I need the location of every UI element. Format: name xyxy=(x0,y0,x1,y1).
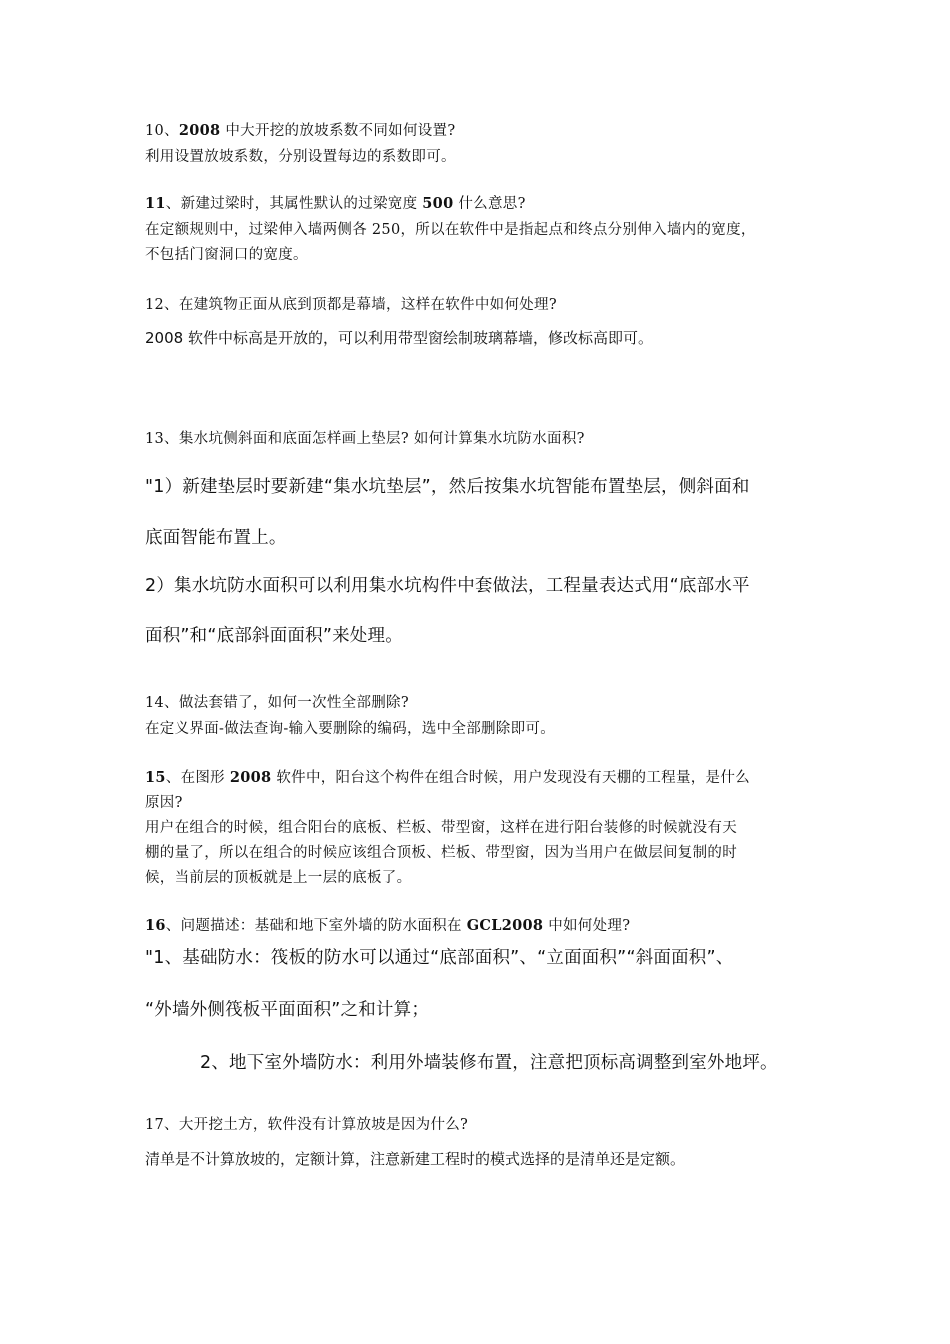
answer-12: 2008 软件中标高是开放的，可以利用带型窗绘制玻璃幕墙，修改标高即可。 xyxy=(145,329,653,347)
question-text: 什么意思? xyxy=(453,196,526,212)
question-number: 10 xyxy=(145,123,165,139)
answer-17: 清单是不计算放坡的，定额计算，注意新建工程时的模式选择的是清单还是定额。 xyxy=(145,1150,686,1168)
question-text: 、问题描述：基础和地下室外墙的防水面积在 xyxy=(165,918,467,934)
question-text: 、在图形 xyxy=(165,770,230,786)
answer-11-line-2: 不包括门窗洞口的宽度。 xyxy=(145,247,308,263)
question-text: 中大开挖的放坡系数不同如何设置? xyxy=(220,123,456,139)
answer-16-line-3: 2、地下室外墙防水：利用外墙装修布置，注意把顶标高调整到室外地坪。 xyxy=(200,1053,778,1073)
question-17: 17、大开挖土方，软件没有计算放坡是因为什么? xyxy=(145,1117,469,1133)
question-number: 16 xyxy=(145,917,166,934)
answer-13-line-4: 面积”和“底部斜面面积”来处理。 xyxy=(145,626,403,646)
answer-15-line-1: 用户在组合的时候，组合阳台的底板、栏板、带型窗，这样在进行阳台装修的时候就没有天 xyxy=(145,820,737,836)
answer-14: 在定义界面-做法查询-输入要删除的编码，选中全部删除即可。 xyxy=(145,721,555,737)
answer-13-line-3: 2）集水坑防水面积可以利用集水坑构件中套做法，工程量表达式用“底部水平 xyxy=(145,576,750,596)
question-14: 14、做法套错了，如何一次性全部删除? xyxy=(145,695,409,711)
question-text: 、新建过梁时，其属性默认的过梁宽度 xyxy=(165,196,423,212)
question-13: 13、集水坑侧斜面和底面怎样画上垫层? 如何计算集水坑防水面积? xyxy=(145,431,585,447)
separator: 、 xyxy=(164,123,179,139)
question-12: 12、在建筑物正面从底到顶都是幕墙，这样在软件中如何处理? xyxy=(145,297,557,313)
answer-11-line-1: 在定额规则中，过梁伸入墙两侧各 250，所以在软件中是指起点和终点分别伸入墙内的宽度， xyxy=(145,222,756,238)
answer-15-line-2: 棚的量了，所以在组合的时候应该组合顶板、栏板、带型窗，因为当用户在做层间复制的时 xyxy=(145,845,737,861)
question-number: 11 xyxy=(145,195,166,212)
question-10 xyxy=(145,119,455,140)
answer-10: 利用设置放坡系数，分别设置每边的系数即可。 xyxy=(145,149,456,165)
answer-13-line-2: 底面智能布置上。 xyxy=(145,528,287,548)
bold-term: GCL2008 xyxy=(466,917,544,934)
bold-term: 2008 xyxy=(178,122,221,139)
answer-16-line-2: “外墙外侧筏板平面面积”之和计算； xyxy=(145,1000,430,1020)
question-15-line-2: 原因? xyxy=(145,795,183,811)
answer-15-line-3: 候，当前层的顶板就是上一层的底板了。 xyxy=(145,870,412,886)
bold-term: 2008 xyxy=(229,769,272,786)
bold-term: 500 xyxy=(422,195,454,212)
question-number: 15 xyxy=(145,769,166,786)
question-16 xyxy=(145,914,630,935)
question-text: 中如何处理? xyxy=(543,918,631,934)
question-text: 软件中，阳台这个构件在组合时候，用户发现没有天棚的工程量，是什么 xyxy=(271,770,750,786)
question-15 xyxy=(145,766,750,787)
answer-16-line-1: "1、基础防水：筏板的防水可以通过“底部面积”、“立面面积”“斜面面积”、 xyxy=(145,948,734,968)
answer-13-line-1: "1）新建垫层时要新建“集水坑垫层”，然后按集水坑智能布置垫层，侧斜面和 xyxy=(145,477,750,497)
question-11 xyxy=(145,192,526,213)
